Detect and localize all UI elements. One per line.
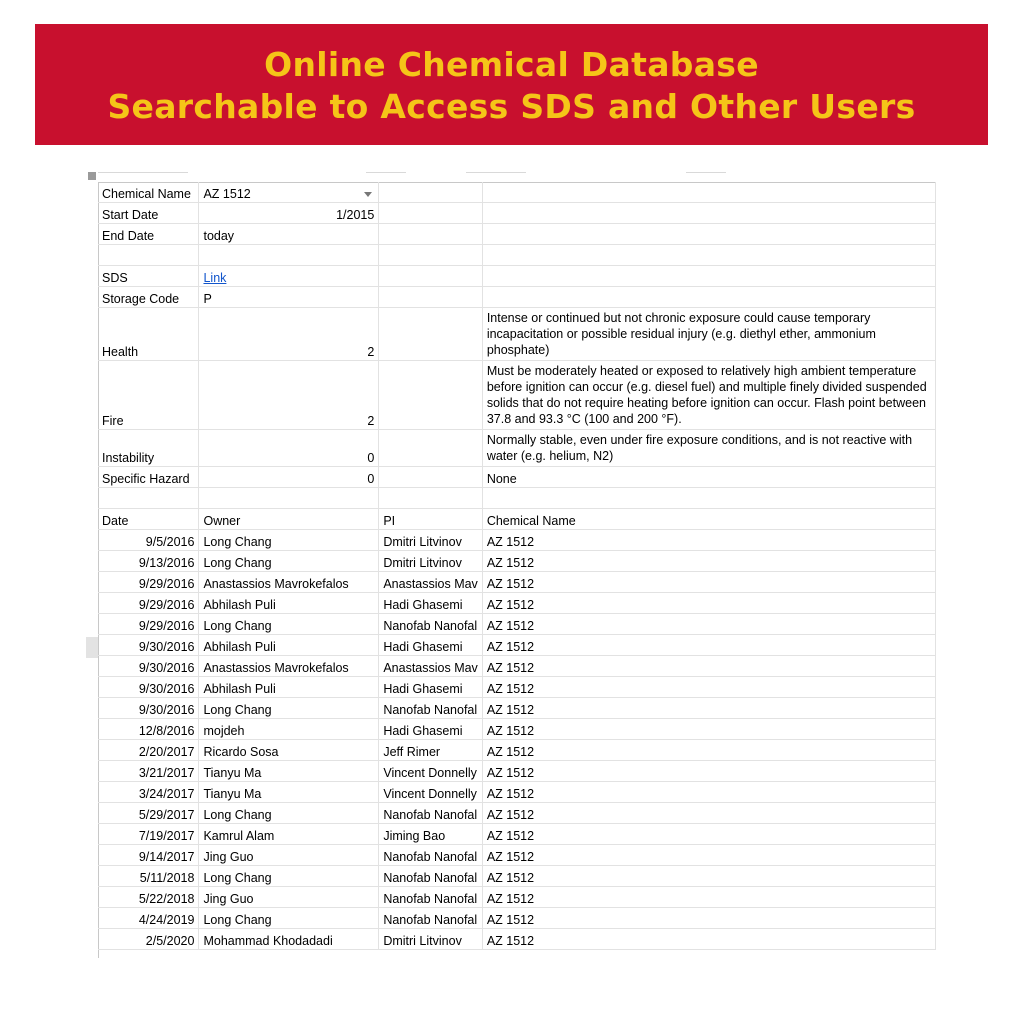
table-row <box>98 866 936 887</box>
table-row <box>98 635 936 656</box>
log-chemical-cell[interactable]: AZ 1512 <box>482 593 935 614</box>
instability-description: Normally stable, even under fire exposure conditions, and is not reactive with water (e.g. helium, N2) <box>482 430 935 467</box>
log-chemical-cell[interactable]: AZ 1512 <box>482 740 935 761</box>
log-owner-cell[interactable]: Tianyu Ma <box>199 782 379 803</box>
log-owner-cell[interactable]: Abhilash Puli <box>199 677 379 698</box>
log-pi-cell[interactable]: Hadi Ghasemi <box>379 635 482 656</box>
log-pi-cell[interactable]: Hadi Ghasemi <box>379 719 482 740</box>
end-date-label: End Date <box>98 224 199 245</box>
log-date-cell[interactable]: 9/5/2016 <box>98 530 199 551</box>
table-row <box>98 782 936 803</box>
table-row <box>98 929 936 950</box>
table-row <box>98 551 936 572</box>
chemical-name-value: AZ 1512 <box>203 187 251 201</box>
sds-label: SDS <box>98 266 199 287</box>
storage-code-label: Storage Code <box>98 287 199 308</box>
log-chemical-cell[interactable]: AZ 1512 <box>482 866 935 887</box>
specific-hazard-value: 0 <box>199 467 379 488</box>
row-specific-hazard <box>98 467 936 488</box>
sds-link[interactable]: Link <box>199 266 379 287</box>
log-date-cell[interactable]: 9/30/2016 <box>98 698 199 719</box>
sheet-grid <box>98 182 936 950</box>
start-date-label: Start Date <box>98 203 199 224</box>
log-pi-cell[interactable]: Hadi Ghasemi <box>379 593 482 614</box>
log-owner-cell[interactable]: Tianyu Ma <box>199 761 379 782</box>
log-date-cell[interactable]: 3/21/2017 <box>98 761 199 782</box>
row-header-active[interactable] <box>86 637 98 658</box>
table-row <box>98 887 936 908</box>
log-owner-cell[interactable]: Long Chang <box>199 698 379 719</box>
empty-row <box>98 245 936 266</box>
log-chemical-cell[interactable]: AZ 1512 <box>482 719 935 740</box>
log-owner-cell[interactable]: Anastassios Mavrokefalos <box>199 656 379 677</box>
fire-label: Fire <box>98 361 199 430</box>
log-header-row <box>98 509 936 530</box>
log-date-cell[interactable]: 5/11/2018 <box>98 866 199 887</box>
log-pi-cell[interactable]: Nanofab Nanofal <box>379 614 482 635</box>
log-date-cell[interactable]: 9/30/2016 <box>98 677 199 698</box>
log-chemical-cell[interactable]: AZ 1512 <box>482 614 935 635</box>
specific-hazard-description: None <box>482 467 935 488</box>
table-row <box>98 530 936 551</box>
row-fire <box>98 361 936 430</box>
log-chemical-cell[interactable]: AZ 1512 <box>482 845 935 866</box>
row-storage-code <box>98 287 936 308</box>
log-owner-cell[interactable]: Long Chang <box>199 551 379 572</box>
log-owner-cell[interactable]: Mohammad Khodadadi <box>199 929 379 950</box>
log-date-cell[interactable]: 7/19/2017 <box>98 824 199 845</box>
storage-code-value: P <box>199 287 379 308</box>
log-chemical-cell[interactable]: AZ 1512 <box>482 572 935 593</box>
instability-value: 0 <box>199 430 379 467</box>
table-row <box>98 845 936 866</box>
fire-description: Must be moderately heated or exposed to relatively high ambient temperature before ignition can occur (e.g. diesel fuel) and multiple finely divided suspended solids that do not require heating before ignition can occur. Flash point between 37.8 and 93.3 °C (100 and 200 °F). <box>482 361 935 430</box>
select-all-corner[interactable] <box>88 172 96 180</box>
specific-hazard-label: Specific Hazard <box>98 467 199 488</box>
log-owner-cell[interactable]: Abhilash Puli <box>199 593 379 614</box>
table-row <box>98 908 936 929</box>
log-date-cell[interactable]: 9/13/2016 <box>98 551 199 572</box>
log-pi-cell[interactable]: Nanofab Nanofal <box>379 866 482 887</box>
log-owner-cell[interactable]: Long Chang <box>199 530 379 551</box>
log-pi-cell[interactable]: Hadi Ghasemi <box>379 677 482 698</box>
log-date-cell[interactable]: 9/30/2016 <box>98 656 199 677</box>
log-date-cell[interactable]: 2/5/2020 <box>98 929 199 950</box>
fire-value: 2 <box>199 361 379 430</box>
banner-title-line-1: Online Chemical Database <box>264 44 759 84</box>
column-header-chemical-name: Chemical Name <box>482 509 935 530</box>
table-row <box>98 593 936 614</box>
header-banner <box>35 24 988 145</box>
column-header-pi: PI <box>379 509 482 530</box>
log-pi-cell[interactable]: Jiming Bao <box>379 824 482 845</box>
log-chemical-cell[interactable]: AZ 1512 <box>482 530 935 551</box>
log-pi-cell[interactable]: Nanofab Nanofal <box>379 908 482 929</box>
log-date-cell[interactable]: 9/29/2016 <box>98 614 199 635</box>
log-owner-cell[interactable]: Long Chang <box>199 803 379 824</box>
row-sds <box>98 266 936 287</box>
instability-label: Instability <box>98 430 199 467</box>
log-pi-cell[interactable]: Nanofab Nanofal <box>379 803 482 824</box>
banner-title-line-2: Searchable to Access SDS and Other Users <box>107 86 916 126</box>
log-pi-cell[interactable]: Nanofab Nanofal <box>379 887 482 908</box>
log-chemical-cell[interactable]: AZ 1512 <box>482 782 935 803</box>
row-end-date <box>98 224 936 245</box>
log-date-cell[interactable]: 9/30/2016 <box>98 635 199 656</box>
log-date-cell[interactable]: 3/24/2017 <box>98 782 199 803</box>
log-chemical-cell[interactable]: AZ 1512 <box>482 929 935 950</box>
log-pi-cell[interactable]: Anastassios Mav <box>379 656 482 677</box>
log-date-cell[interactable]: 2/20/2017 <box>98 740 199 761</box>
table-row <box>98 761 936 782</box>
table-row <box>98 656 936 677</box>
log-pi-cell[interactable]: Anastassios Mav <box>379 572 482 593</box>
log-pi-cell[interactable]: Jeff Rimer <box>379 740 482 761</box>
log-chemical-cell[interactable]: AZ 1512 <box>482 824 935 845</box>
empty-row <box>98 488 936 509</box>
usage-log <box>98 530 936 950</box>
log-date-cell[interactable]: 5/22/2018 <box>98 887 199 908</box>
log-owner-cell[interactable]: Jing Guo <box>199 845 379 866</box>
log-pi-cell[interactable]: Vincent Donnelly <box>379 761 482 782</box>
column-header-strip <box>86 168 936 183</box>
health-value: 2 <box>199 308 379 361</box>
log-chemical-cell[interactable]: AZ 1512 <box>482 635 935 656</box>
table-row <box>98 614 936 635</box>
log-date-cell[interactable]: 12/8/2016 <box>98 719 199 740</box>
log-chemical-cell[interactable]: AZ 1512 <box>482 656 935 677</box>
log-chemical-cell[interactable]: AZ 1512 <box>482 908 935 929</box>
table-row <box>98 824 936 845</box>
chemical-name-label: Chemical Name <box>98 182 199 203</box>
chevron-down-icon[interactable] <box>364 192 372 197</box>
log-pi-cell[interactable]: Dmitri Litvinov <box>379 530 482 551</box>
log-date-cell[interactable]: 4/24/2019 <box>98 908 199 929</box>
log-chemical-cell[interactable]: AZ 1512 <box>482 551 935 572</box>
table-row <box>98 719 936 740</box>
log-pi-cell[interactable]: Vincent Donnelly <box>379 782 482 803</box>
row-instability <box>98 430 936 467</box>
log-date-cell[interactable]: 9/29/2016 <box>98 572 199 593</box>
log-date-cell[interactable]: 9/14/2017 <box>98 845 199 866</box>
log-chemical-cell[interactable]: AZ 1512 <box>482 677 935 698</box>
table-row <box>98 677 936 698</box>
table-row <box>98 740 936 761</box>
column-header-date: Date <box>98 509 199 530</box>
table-row <box>98 803 936 824</box>
log-date-cell[interactable]: 5/29/2017 <box>98 803 199 824</box>
column-header-owner: Owner <box>199 509 379 530</box>
start-date-value[interactable]: 1/2015 <box>199 203 379 224</box>
log-chemical-cell[interactable]: AZ 1512 <box>482 803 935 824</box>
spreadsheet[interactable] <box>86 168 936 958</box>
table-row <box>98 572 936 593</box>
log-date-cell[interactable]: 9/29/2016 <box>98 593 199 614</box>
log-owner-cell[interactable]: Anastassios Mavrokefalos <box>199 572 379 593</box>
end-date-value[interactable]: today <box>199 224 379 245</box>
log-owner-cell[interactable]: Ricardo Sosa <box>199 740 379 761</box>
row-chemical-name <box>98 182 936 203</box>
row-health <box>98 308 936 361</box>
log-owner-cell[interactable]: Abhilash Puli <box>199 635 379 656</box>
log-owner-cell[interactable]: Long Chang <box>199 908 379 929</box>
log-chemical-cell[interactable]: AZ 1512 <box>482 698 935 719</box>
health-label: Health <box>98 308 199 361</box>
log-chemical-cell[interactable]: AZ 1512 <box>482 761 935 782</box>
log-owner-cell[interactable]: mojdeh <box>199 719 379 740</box>
log-owner-cell[interactable]: Long Chang <box>199 614 379 635</box>
health-description: Intense or continued but not chronic exposure could cause temporary incapacitation or possible residual injury (e.g. diethyl ether, ammonium phosphate) <box>482 308 935 361</box>
log-owner-cell[interactable]: Kamrul Alam <box>199 824 379 845</box>
log-pi-cell[interactable]: Nanofab Nanofal <box>379 698 482 719</box>
log-pi-cell[interactable]: Dmitri Litvinov <box>379 929 482 950</box>
table-row <box>98 698 936 719</box>
log-pi-cell[interactable]: Nanofab Nanofal <box>379 845 482 866</box>
log-pi-cell[interactable]: Dmitri Litvinov <box>379 551 482 572</box>
log-owner-cell[interactable]: Jing Guo <box>199 887 379 908</box>
chemical-name-dropdown[interactable] <box>199 182 379 203</box>
log-chemical-cell[interactable]: AZ 1512 <box>482 887 935 908</box>
log-owner-cell[interactable]: Long Chang <box>199 866 379 887</box>
row-start-date <box>98 203 936 224</box>
